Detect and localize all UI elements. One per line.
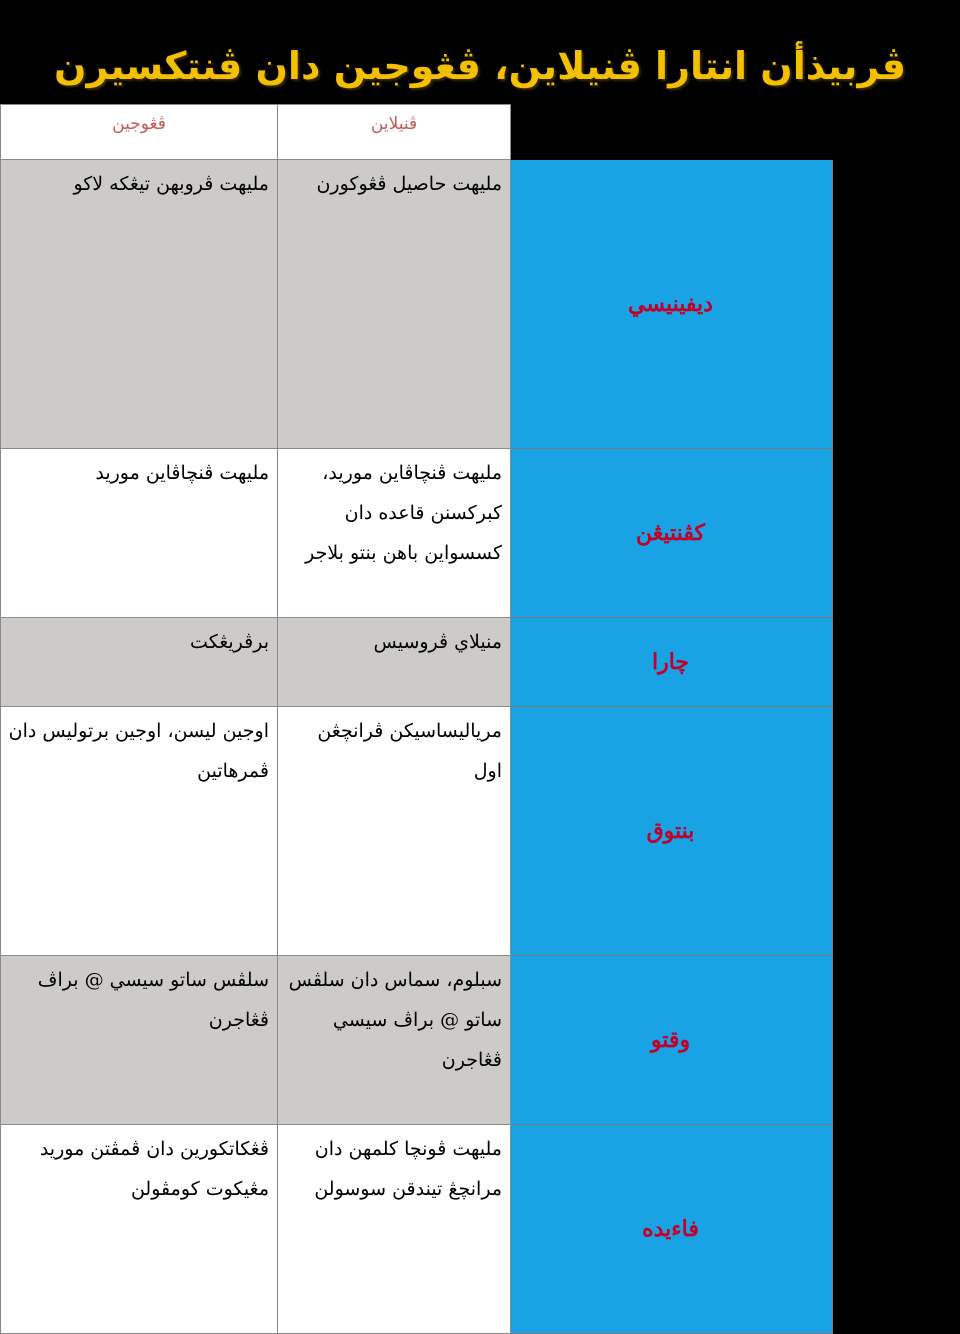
table-cell: سبلوم، سماس دان سلڤس ساتو @ براڤ سيسي ڤڠاجرن (278, 956, 511, 1125)
table-row (1, 160, 960, 449)
table-cell: برڤريڠكت (1, 618, 278, 707)
row-label: وقتو (511, 956, 833, 1125)
header-pengujian: ڤڠوجين (1, 105, 278, 160)
table-header-row (1, 105, 960, 160)
table-cell: مرياليساسيكن ڤرانچڠن اول (278, 707, 511, 956)
row-label: چارا (511, 618, 833, 707)
row-label: فاءيده (511, 1125, 833, 1334)
table-row (1, 618, 960, 707)
row-label: ديفينيسي (511, 160, 833, 449)
header-corner (511, 105, 833, 160)
table-row (1, 956, 960, 1125)
table-cell: سلڤس ساتو سيسي @ براڤ ڤڠاجرن (1, 956, 278, 1125)
table-cell: مليهت ڤنچاڤاين موريد، كبركسنن قاعده دان كسسواين باهن بنتو بلاجر (278, 449, 511, 618)
table-cell: مليهت حاصيل ڤڠوكورن (278, 160, 511, 449)
table-cell: اوجين ليسن، اوجين برتوليس دان ڤمرهاتين (1, 707, 278, 956)
row-label: كڤنتيڠن (511, 449, 833, 618)
page-title: ڤربيذأن انتارا ڤنيلاين، ڤڠوجين دان ڤنتكسيرن (0, 44, 960, 104)
row-label: بنتوق (511, 707, 833, 956)
header-penilaian: ڤنيلاين (278, 105, 511, 160)
comparison-table (0, 104, 960, 1334)
table-row (1, 707, 960, 956)
table-cell: ڤڠكاتكورين دان ڤمڤتن موريد مڠيكوت كومڤولن (1, 1125, 278, 1334)
table-cell: مليهت ڤونچا كلمهن دان مرانچڠ تيندقن سوسولن (278, 1125, 511, 1334)
table-row (1, 449, 960, 618)
table-cell: مليهت ڤنچاڤاين موريد (1, 449, 278, 618)
table-cell: مليهت ڤروبهن تيڠكه لاكو (1, 160, 278, 449)
table-cell: منيلاي ڤروسيس (278, 618, 511, 707)
table-row (1, 1125, 960, 1334)
